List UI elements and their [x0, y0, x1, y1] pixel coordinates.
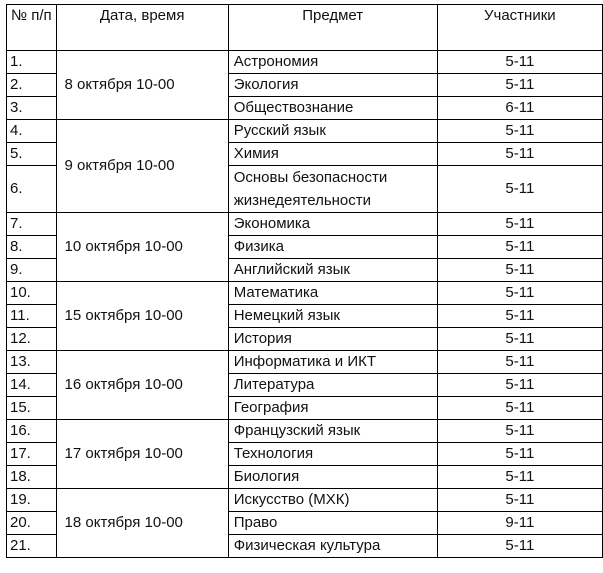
row-number: 19.: [7, 489, 57, 512]
subject-cell: Информатика и ИКТ: [228, 351, 437, 374]
row-number: 14.: [7, 374, 57, 397]
row-number: 8.: [7, 236, 57, 259]
row-number: 6.: [7, 166, 57, 213]
date-time-cell: 17 октября 10-00: [56, 420, 228, 489]
table-row: [7, 489, 603, 512]
date-time-cell: 10 октября 10-00: [56, 213, 228, 282]
table-body: [7, 51, 603, 558]
row-number: 9.: [7, 259, 57, 282]
subject-cell: Экономика: [228, 213, 437, 236]
table-row: [7, 51, 603, 74]
table-row: [7, 213, 603, 236]
participants-cell: 6-11: [437, 97, 602, 120]
participants-cell: 5-11: [437, 282, 602, 305]
olympiad-schedule-table: [6, 4, 603, 558]
subject-cell: Право: [228, 512, 437, 535]
participants-cell: 5-11: [437, 259, 602, 282]
date-time-cell: 18 октября 10-00: [56, 489, 228, 558]
subject-cell: Физическая культура: [228, 535, 437, 558]
subject-cell: Французский язык: [228, 420, 437, 443]
subject-cell: История: [228, 328, 437, 351]
participants-cell: 5-11: [437, 420, 602, 443]
date-time-cell: 9 октября 10-00: [56, 120, 228, 213]
row-number: 21.: [7, 535, 57, 558]
table-row: [7, 351, 603, 374]
participants-cell: 5-11: [437, 351, 602, 374]
row-number: 7.: [7, 213, 57, 236]
subject-cell: Астрономия: [228, 51, 437, 74]
participants-cell: 5-11: [437, 166, 602, 213]
participants-cell: 5-11: [437, 305, 602, 328]
table-row: [7, 282, 603, 305]
date-time-cell: 15 октября 10-00: [56, 282, 228, 351]
participants-cell: 5-11: [437, 489, 602, 512]
row-number: 16.: [7, 420, 57, 443]
row-number: 2.: [7, 74, 57, 97]
table-row: [7, 420, 603, 443]
participants-cell: 5-11: [437, 397, 602, 420]
subject-cell: Русский язык: [228, 120, 437, 143]
header-subject: Предмет: [228, 5, 437, 51]
row-number: 3.: [7, 97, 57, 120]
table-row: [7, 120, 603, 143]
participants-cell: 5-11: [437, 213, 602, 236]
row-number: 12.: [7, 328, 57, 351]
subject-cell: Искусство (МХК): [228, 489, 437, 512]
row-number: 11.: [7, 305, 57, 328]
subject-cell: Экология: [228, 74, 437, 97]
subject-cell: Основы безопасности жизнедеятельности: [228, 166, 437, 213]
row-number: 18.: [7, 466, 57, 489]
participants-cell: 5-11: [437, 120, 602, 143]
row-number: 17.: [7, 443, 57, 466]
subject-cell: Математика: [228, 282, 437, 305]
participants-cell: 5-11: [437, 466, 602, 489]
subject-cell: Физика: [228, 236, 437, 259]
participants-cell: 5-11: [437, 51, 602, 74]
subject-cell: Литература: [228, 374, 437, 397]
participants-cell: 5-11: [437, 236, 602, 259]
subject-cell: Обществознание: [228, 97, 437, 120]
schedule-sheet: [6, 4, 603, 558]
participants-cell: 5-11: [437, 74, 602, 97]
row-number: 1.: [7, 51, 57, 74]
header-num-label: № п/п: [11, 7, 52, 24]
row-number: 4.: [7, 120, 57, 143]
date-time-cell: 16 октября 10-00: [56, 351, 228, 420]
row-number: 13.: [7, 351, 57, 374]
subject-cell: Биология: [228, 466, 437, 489]
row-number: 5.: [7, 143, 57, 166]
participants-cell: 5-11: [437, 443, 602, 466]
header-row: [7, 5, 603, 51]
subject-cell: География: [228, 397, 437, 420]
subject-cell: Технология: [228, 443, 437, 466]
header-participants: Участники: [437, 5, 602, 51]
participants-cell: 5-11: [437, 374, 602, 397]
header-num: [7, 5, 57, 51]
participants-cell: 5-11: [437, 143, 602, 166]
participants-cell: 5-11: [437, 328, 602, 351]
participants-cell: 9-11: [437, 512, 602, 535]
date-time-cell: 8 октября 10-00: [56, 51, 228, 120]
row-number: 10.: [7, 282, 57, 305]
participants-cell: 5-11: [437, 535, 602, 558]
header-date: Дата, время: [56, 5, 228, 51]
subject-cell: Немецкий язык: [228, 305, 437, 328]
row-number: 15.: [7, 397, 57, 420]
row-number: 20.: [7, 512, 57, 535]
subject-cell: Химия: [228, 143, 437, 166]
subject-cell: Английский язык: [228, 259, 437, 282]
